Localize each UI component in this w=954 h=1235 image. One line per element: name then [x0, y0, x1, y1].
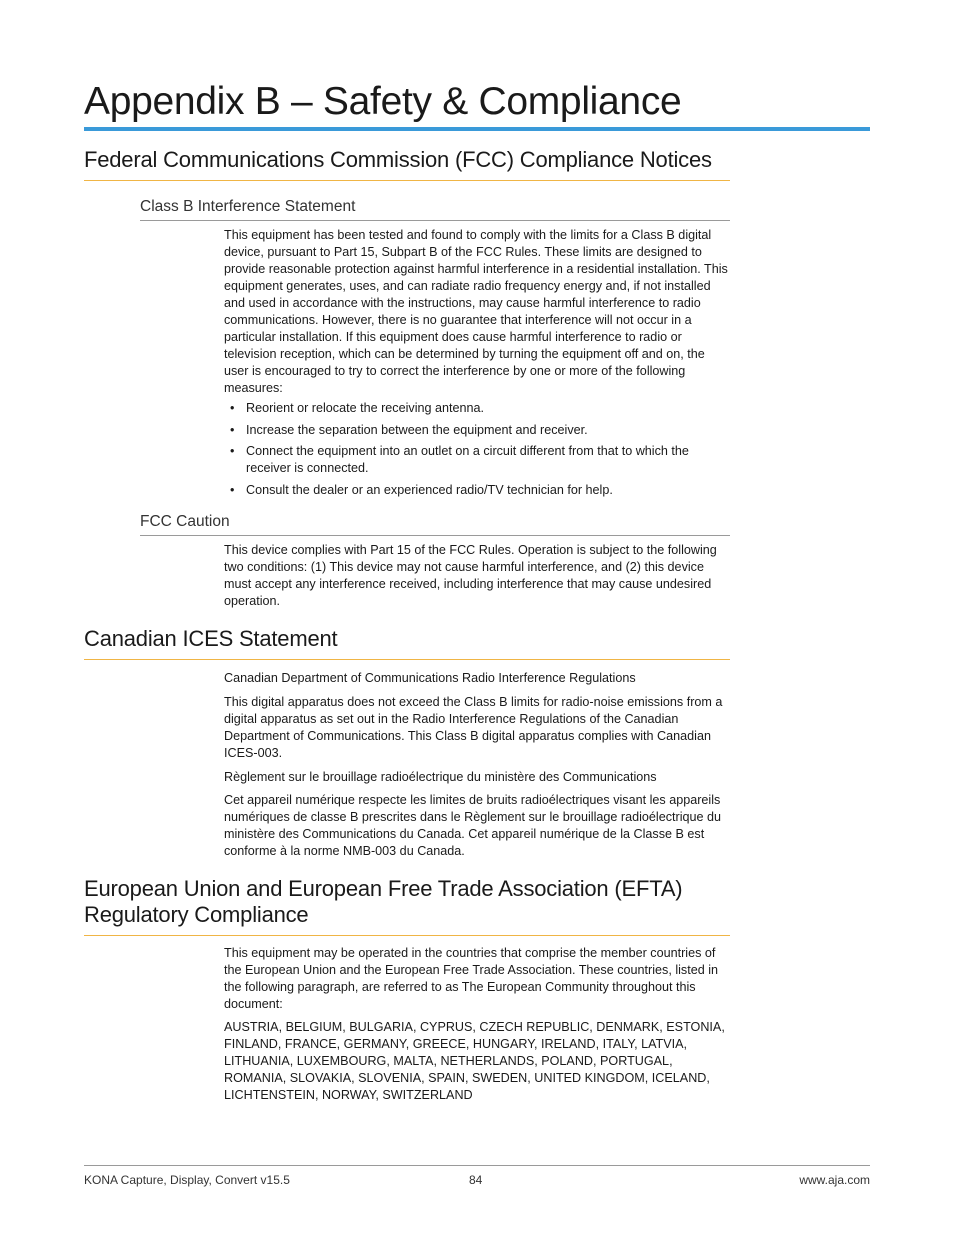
list-item-text: Consult the dealer or an experienced radio/TV technician for help.	[246, 482, 613, 497]
footer-rule	[84, 1165, 870, 1166]
list-item-text: Connect the equipment into an outlet on a circuit different from that to which the receiver is connected.	[246, 444, 689, 475]
list-item-text: Increase the separation between the equipment and receiver.	[246, 422, 588, 437]
fcc-caution-heading: FCC Caution	[140, 513, 230, 530]
eu-heading-line-2: Regulatory Compliance	[84, 902, 309, 927]
bullet-icon: •	[230, 401, 235, 415]
fcc-heading-rule	[84, 180, 730, 181]
eu-heading	[84, 876, 730, 928]
class-b-body: This equipment has been tested and found to comply with the limits for a Class B digital device, pursuant to Part 15, Subpart B of the FCC Rules. These limits are designed to provide reasonable protection against harmful interference in a residential installation. This equipment generates, uses, and can radiate radio frequency energy and, if not installed and used in accordance with the instructions, may cause harmful interference to radio communications. However, there is no guarantee that interference will not occur in a particular installation. If this equipment does cause harmful interference to radio or television reception, which can be determined by turning the equipment off and on, the user is encouraged to try to correct the interference by one or more of the following measures:	[224, 228, 728, 395]
eu-heading-rule	[84, 935, 730, 936]
ices-paragraph-2: This digital apparatus does not exceed the Class B limits for radio-noise emissions from a digital apparatus as set out in the Radio Interference Regulations of the Canadian Department of Communications. This Class B digital apparatus complies with Canadian ICES-003.	[224, 695, 723, 760]
eu-paragraph-1: This equipment may be operated in the countries that comprise the member countries of the European Union and the European Free Trade Association. These countries, listed in the following paragraph, are referred to as The European Community throughout this document:	[224, 946, 719, 1011]
footer-product: KONA Capture, Display, Convert v15.5	[84, 1173, 290, 1187]
ices-paragraph-4: Cet appareil numérique respecte les limites de bruits radioélectriques visant les appareils numériques de classe B prescrites dans le Règlement sur le brouillage radioélectrique du ministère des Communications du Canada. Cet appareil numérique de la Classe B est conforme à la norme NMB-003 du Canada.	[224, 793, 722, 858]
list-item-text: Reorient or relocate the receiving antenna.	[246, 401, 485, 415]
eu-heading-line-1: European Union and European Free Trade Association (EFTA)	[84, 876, 683, 901]
class-b-heading-rule	[140, 220, 730, 221]
ices-heading: Canadian ICES Statement	[84, 626, 338, 651]
fcc-caution-body: This device complies with Part 15 of the FCC Rules. Operation is subject to the following two conditions: (1) This device may not cause harmful interference, and (2) this device must accept any interference received, including interference that may cause undesired operation.	[224, 543, 717, 608]
measures-list	[224, 400, 732, 503]
list-item	[224, 400, 732, 417]
page-title: Appendix B – Safety & Compliance	[84, 80, 682, 123]
title-rule	[84, 127, 870, 131]
list-item	[224, 482, 732, 499]
bullet-icon: •	[230, 444, 235, 458]
list-item	[224, 422, 732, 439]
ices-paragraph-1: Canadian Department of Communications Radio Interference Regulations	[224, 671, 636, 685]
ices-paragraph-3: Règlement sur le brouillage radioélectrique du ministère des Communications	[224, 770, 657, 784]
class-b-heading: Class B Interference Statement	[140, 198, 356, 215]
footer-website: www.aja.com	[799, 1173, 870, 1187]
ices-heading-rule	[84, 659, 730, 660]
bullet-icon: •	[230, 422, 235, 437]
fcc-heading: Federal Communications Commission (FCC) Compliance Notices	[84, 147, 712, 172]
fcc-caution-heading-rule	[140, 535, 730, 536]
bullet-icon: •	[230, 482, 235, 497]
footer-page-number: 84	[469, 1173, 483, 1187]
list-item	[224, 443, 732, 477]
eu-country-list: AUSTRIA, BELGIUM, BULGARIA, CYPRUS, CZECH REPUBLIC, DENMARK, ESTONIA, FINLAND, FRANCE, GERMANY, GREECE, HUNGARY, IRELAND, ITALY, LATVIA, LITHUANIA, LUXEMBOURG, MALTA, NETHERLANDS, POLAND, PORTUGAL, ROMANIA, SLOVAKIA, SLOVENIA, SPAIN, SWEDEN, UNITED KINGDOM, ICELAND, LICHTENSTEIN, NORWAY, SWITZERLAND	[224, 1020, 725, 1102]
